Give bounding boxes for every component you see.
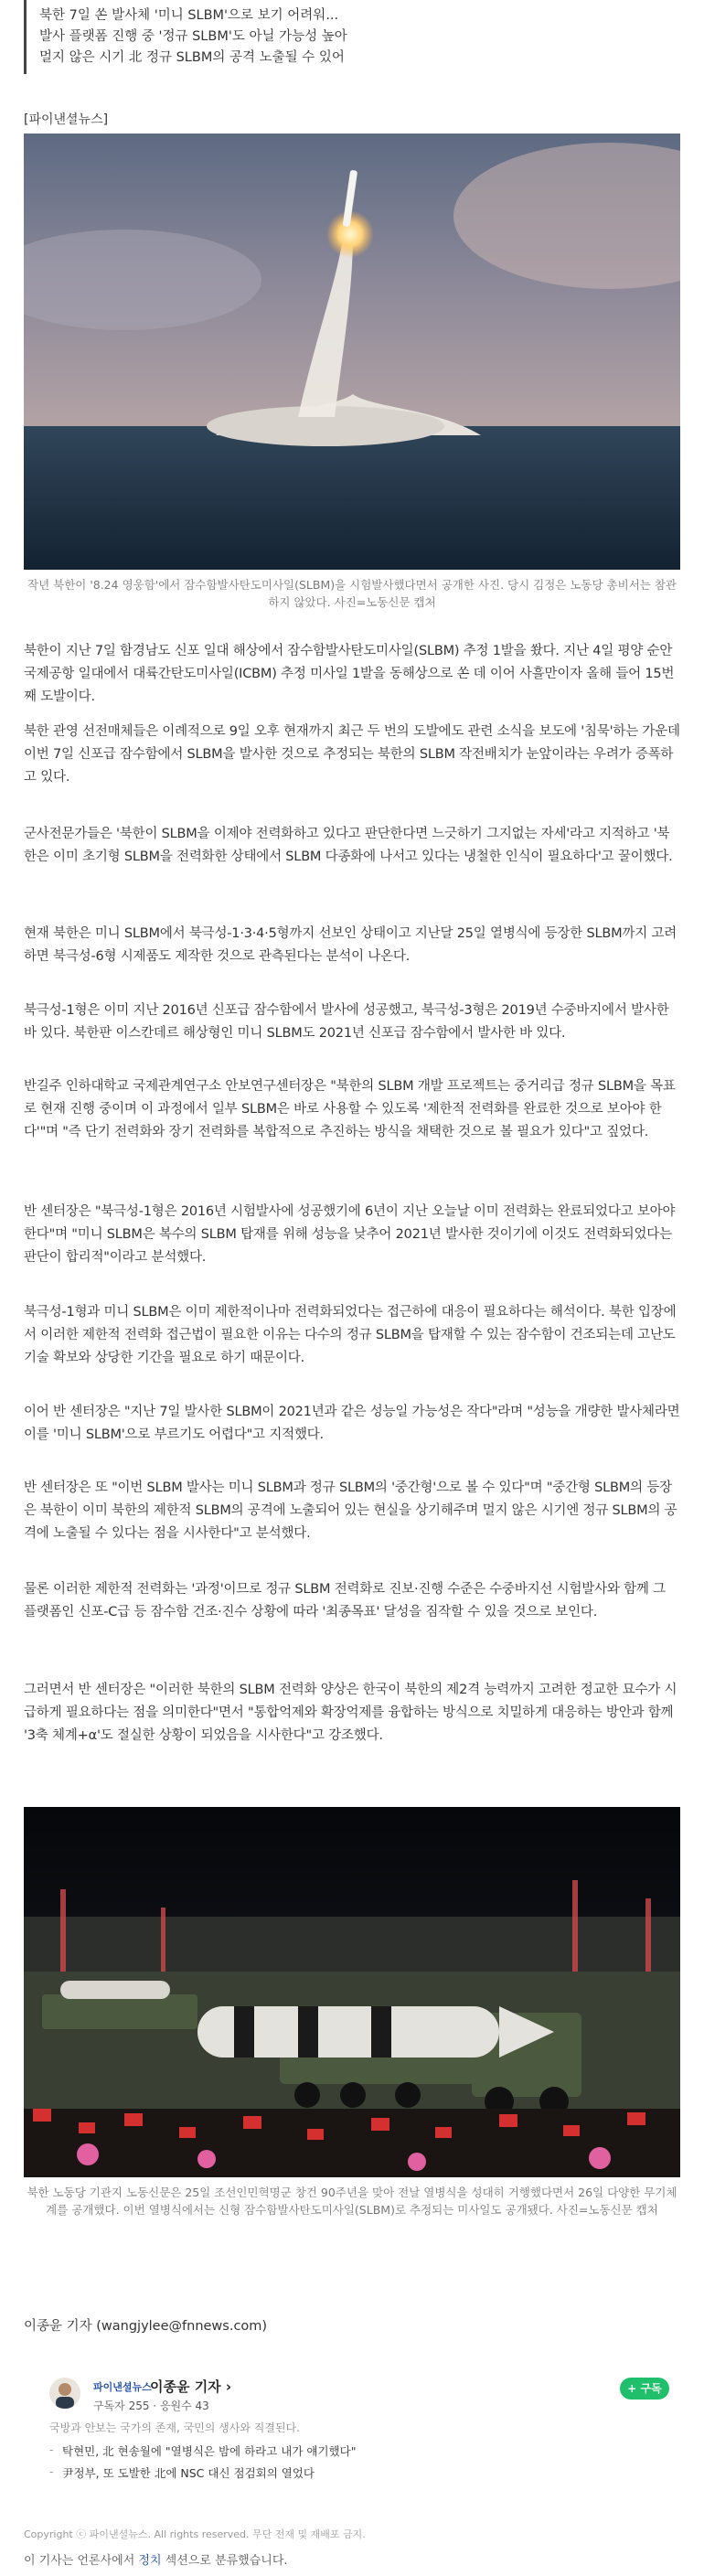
- article-paragraph: 반길주 인하대학교 국제관계연구소 안보연구센터장은 "북한의 SLBM 개발 프로젝트는 중거리급 정규 SLBM을 목표로 현재 진행 중이며 이 과정에서 일부 SLBM은 바로 사용할 수 있도록 '제한적 전력화를 완료한 것으로 보아야 한다'"며 "즉 단기 전력화와 장기 전력화를 복합적으로 추진하는 방식을 채택한 것으로 볼 필요가 있다"고 짚었다.: [24, 1079, 676, 1139]
- reporter-motto: 국방과 안보는 국가의 존재, 국민의 생사와 직결된다.: [49, 2421, 300, 2434]
- slbm-launch-image: [24, 134, 680, 570]
- section-note-suffix: 섹션으로 분류했습니다.: [161, 2554, 288, 2568]
- copyright-notice: Copyright ⓒ 파이낸셜뉴스. All rights reserved. 무단 전재 및 재배포 금지.: [24, 2528, 366, 2540]
- article-paragraph: 북극성-1형은 이미 지난 2016년 신포급 잠수함에서 발사에 성공했고, 북극성-3형은 2019년 수중바지에서 발사한 바 있다. 북한판 이스칸데르 해상형인 미니 SLBM도 2021년 신포급 잠수함에서 발사한 바 있다.: [24, 1003, 669, 1041]
- reporter-name-link[interactable]: 이종윤 기자 ›: [150, 2378, 232, 2395]
- reporter-avatar[interactable]: [49, 2378, 80, 2409]
- article-paragraph: 북극성-1형과 미니 SLBM은 이미 제한적이나마 전력화되었다는 접근하에 대응이 필요하다는 해석이다. 북한 입장에서 이러한 제한적 전력화 접근법이 필요한 이유는 다수의 정규 SLBM을 탑재할 수 있는 잠수함이 건조되는데 고난도 기술 확보와 상당한 기간을 필요로 하기 때문이다.: [24, 1305, 677, 1365]
- reporter-card: [49, 2378, 669, 2508]
- related-article-link[interactable]: - 탁현민, 北 현송월에 "열병식은 밤에 하라고 내가 얘기했다": [49, 2442, 647, 2459]
- article-paragraph: 이어 반 센터장은 "지난 7일 발사한 SLBM이 2021년과 같은 성능일 가능성은 작다"라며 "성능을 개량한 발사체라면 이를 '미니 SLBM'으로 부르기도 어렵다"고 지적했다.: [24, 1405, 680, 1442]
- article-paragraph: 군사전문가들은 '북한이 SLBM을 이제야 전력화하고 있다고 판단한다면 느긋하기 그지없는 자세'라고 지적하고 '북한은 이미 초기형 SLBM을 전력화한 상태에서 SLBM 다종화에 나서고 있다는 냉철한 인식이 필요하다'고 꿀이했다.: [24, 827, 673, 864]
- slbm-launch-photo[interactable]: [24, 134, 680, 570]
- article-summary: [24, 0, 682, 74]
- article-paragraph: 북한 관영 선전매체들은 이례적으로 9일 오후 현재까지 최근 두 번의 도발에도 관련 소식을 보도에 '침묵'하는 가운데 이번 7일 신포급 잠수함에서 SLBM을 발사한 것으로 추정되는 북한의 SLBM 작전배치가 눈앞이라는 우려가 증폭하고 있다.: [24, 724, 680, 785]
- parade-photo[interactable]: [24, 1807, 680, 2177]
- reporter-stats: 구독자 255 · 응원수 43: [93, 2400, 209, 2412]
- article-paragraph: 반 센터장은 또 "이번 SLBM 발사는 미니 SLBM과 정규 SLBM의 '중간형'으로 볼 수 있다"며 "중간형 SLBM의 등장은 북한이 이미 북한의 제한적 SLBM의 공격에 노출되어 있는 현실을 상기해주며 멀지 않은 시기엔 정규 SLBM의 공격에 노출될 수 있다는 점을 시사한다"고 분석했다.: [24, 1480, 677, 1541]
- article-paragraph: 현재 북한은 미니 SLBM에서 북극성-1·3·4·5형까지 선보인 상태이고 지난달 25일 열병식에 등장한 SLBM까지 고려하면 북극성-6형 시제품도 제작한 것으로 관측된다는 분석이 나온다.: [24, 926, 677, 964]
- related-article-link[interactable]: - 尹정부, 또 도발한 北에 NSC 대신 점검회의 열었다: [49, 2464, 647, 2481]
- section-link[interactable]: 정치: [138, 2554, 162, 2568]
- summary-line: 북한 7일 쏜 발사체 '미니 SLBM'으로 보기 어려워...: [39, 8, 339, 23]
- photo-caption: 북한 노동당 기관지 노동신문은 25일 조선인민혁명군 창건 90주년을 맞아 전날 열병식을 성대히 거행했다면서 26일 다양한 무기체계를 공개했다. 이번 열병식에서는 신형 잠수함발사탄도미사일(SLBM)로 추정되는 미사일도 공개됐다. 사진=노동신문 캡처: [27, 2186, 677, 2217]
- parade-image: [24, 1807, 680, 2177]
- article-paragraph: 그러면서 반 센터장은 "이러한 북한의 SLBM 전력화 양상은 한국이 북한의 제2격 능력까지 고려한 정교한 묘수가 시급하게 필요하다는 점을 의미한다"면서 "통합억제와 확장억제를 융합하는 방식으로 치밀하게 대응하는 방안과 함께 '3축 체계+α'도 절실한 상황이 되었음을 시사한다"고 강조했다.: [24, 1683, 677, 1743]
- reporter-byline: 이종윤 기자 (wangjylee@fnnews.com): [24, 2319, 268, 2334]
- summary-line: 멀지 않은 시기 北 정규 SLBM의 공격 노출될 수 있어: [39, 50, 345, 65]
- section-note-prefix: 이 기사는 언론사에서: [24, 2554, 139, 2568]
- news-credit: [파이낸셜뉴스]: [24, 112, 109, 127]
- subscribe-button[interactable]: + 구독: [620, 2378, 669, 2400]
- article-paragraph: 물론 이러한 제한적 전력화는 '과정'이므로 정규 SLBM 전력화로 진보·진행 수준은 수중바지선 시험발사와 함께 그 플랫폼인 신포-C급 등 잠수함 건조·진수 상황에 따라 '최종목표' 달성을 짐작할 수 있을 것으로 보인다.: [24, 1582, 666, 1619]
- press-brand: 파이낸셜뉴스: [93, 2381, 152, 2393]
- photo-caption: 작년 북한이 '8.24 영웅함'에서 잠수함발사탄도미사일(SLBM)을 시험발사했다면서 공개한 사진. 당시 김정은 노동당 총비서는 참관하지 않았다. 사진=노동신문 캡처: [27, 578, 677, 609]
- article-paragraph: 반 센터장은 "북극성-1형은 2016년 시험발사에 성공했기에 6년이 지난 오늘날 이미 전력화는 완료되었다고 보아야 한다"며 "미니 SLBM은 복수의 SLBM 탑재를 위해 성능을 낮추어 2021년 발사한 것이기에 이것도 전력화되었다는 판단이 합리적"이라고 분석했다.: [24, 1204, 676, 1265]
- avatar-icon: [49, 2378, 80, 2409]
- section-classification: [24, 2550, 288, 2568]
- summary-line: 발사 플랫폼 진행 중 '정규 SLBM'도 아닐 가능성 높아: [39, 29, 347, 44]
- article-paragraph: 북한이 지난 7일 함경남도 신포 일대 해상에서 잠수함발사탄도미사일(SLBM) 추정 1발을 쐈다. 지난 4일 평양 순안국제공항 일대에서 대륙간탄도미사일(ICBM) 추정 미사일 1발을 동해상으로 쏜 데 이어 사흘만이자 올해 들어 15번째 도발이다.: [24, 644, 675, 704]
